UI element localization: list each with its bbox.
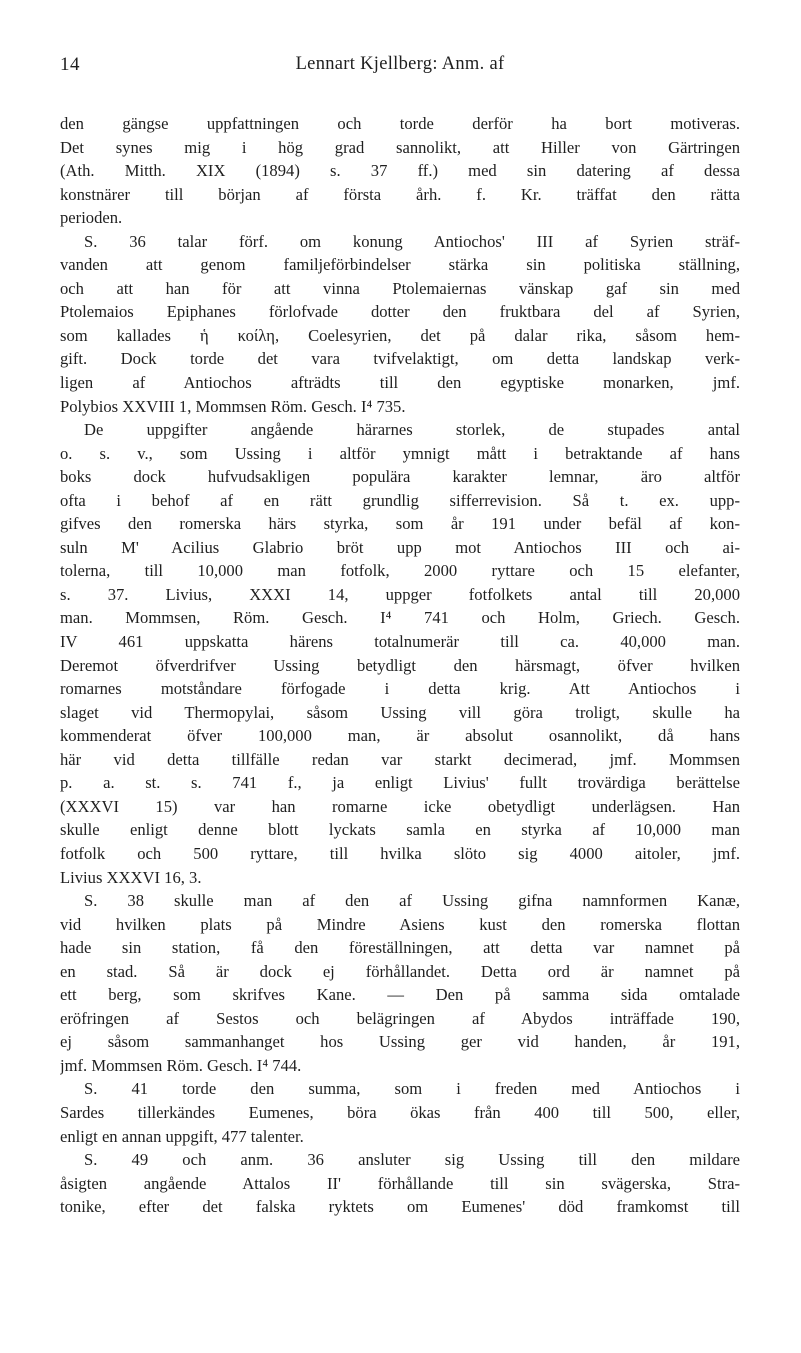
text-line: boks dock hufvudsakligen populära karakter lemnar, äro altför (60, 467, 740, 487)
text-line: perioden. (60, 208, 123, 228)
text-line: här vid detta tillfälle redan var starkt decimerad, jmf. Mommsen (60, 749, 740, 769)
text-line: kommenderat öfver 100,000 man, är absolut osannolikt, då hans (60, 726, 740, 746)
text-line: (XXXVI 15) var han romarne icke obetydligt underlägsen. Han (60, 796, 740, 816)
text-line: (Ath. Mitth. XIX (1894) s. 37 ff.) med sin datering af dessa (60, 161, 740, 181)
text-line: hade sin station, få den föreställningen, att detta var namnet på (60, 938, 740, 958)
text-line: tonike, efter det falska ryktets om Eumenes' död framkomst till (60, 1197, 740, 1217)
text-line: eröfringen af Sestos och belägringen af Abydos inträffade 190, (60, 1008, 740, 1028)
text-line: o. s. v., som Ussing i altför ymnigt mått i betraktande af hans (60, 443, 740, 463)
text-line: enligt en annan uppgift, 477 talenter. (60, 1126, 304, 1146)
text-line: slaget vid Thermopylai, såsom Ussing vill göra troligt, skulle ha (60, 702, 740, 722)
paragraph (60, 112, 740, 230)
text-line: som kallades ἡ κοίλη, Coelesyrien, det på dalar rika, såsom hem- (60, 325, 740, 345)
text-line: man. Mommsen, Röm. Gesch. I⁴ 741 och Holm, Griech. Gesch. (60, 608, 740, 628)
text-line: S. 36 talar förf. om konung Antiochos' III af Syrien sträf- (84, 231, 740, 251)
text-line: ligen af Antiochos afträdts till den egyptiske monarken, jmf. (60, 373, 740, 393)
text-line: den gängse uppfattningen och torde derför ha bort motiveras. (60, 114, 740, 133)
text-line: skulle enligt denne blott lyckats samla en styrka af 10,000 man (60, 820, 740, 840)
text-line: jmf. Mommsen Röm. Gesch. I⁴ 744. (60, 1055, 302, 1075)
text-line: Ptolemaios Epiphanes förlofvade dotter den fruktbara del af Syrien, (60, 302, 740, 322)
text-line: S. 38 skulle man af den af Ussing gifna namnformen Kanæ, (84, 891, 740, 911)
text-line: suln M' Acilius Glabrio bröt upp mot Antiochos III och ai- (60, 537, 740, 557)
text-line: Livius XXXVI 16, 3. (60, 867, 202, 887)
text-line: S. 49 och anm. 36 ansluter sig Ussing till den mildare (84, 1150, 740, 1170)
text-line: romarnes motståndare förfogade i detta krig. Att Antiochos i (60, 679, 740, 699)
text-line: De uppgifter angående härarnes storlek, de stupades antal (84, 420, 740, 440)
text-line: fotfolk och 500 ryttare, till hvilka slöto sig 4000 aitoler, jmf. (60, 843, 740, 863)
paragraph (60, 889, 740, 1077)
text-line: Deremot öfverdrifver Ussing betydligt den härsmagt, öfver hvilken (60, 655, 740, 675)
text-line: ett berg, som skrifves Kane. — Den på samma sida omtalade (60, 985, 740, 1005)
text-line: S. 41 torde den summa, som i freden med Antiochos i (84, 1079, 740, 1099)
text-line: ej såsom sammanhanget hos Ussing ger vid handen, år 191, (60, 1032, 740, 1052)
page-number: 14 (60, 54, 80, 75)
text-line: en stad. Så är dock ej förhållandet. Detta ord är namnet på (60, 961, 740, 981)
text-line: tolerna, till 10,000 man fotfolk, 2000 ryttare och 15 elefanter, (60, 561, 740, 581)
paragraph (60, 1077, 740, 1148)
text-line: Polybios XXVIII 1, Mommsen Röm. Gesch. I⁴ 735. (60, 396, 406, 416)
text-line: p. a. st. s. 741 f., ja enligt Livius' fullt trovärdiga berättelse (60, 773, 740, 793)
text-line: konstnärer till början af första årh. f. Kr. träffat den rätta (60, 184, 740, 204)
text-line: Det synes mig i hög grad sannolikt, att Hiller von Gärtringen (60, 137, 740, 157)
paragraph (60, 230, 740, 418)
text-line: gift. Dock torde det vara tvifvelaktigt, om detta landskap verk- (60, 349, 740, 369)
text-line: och att han för att vinna Ptolemaiernas vänskap gaf sin med (60, 278, 740, 298)
body-text (60, 112, 740, 1219)
text-line: Sardes tillerkändes Eumenes, böra ökas från 400 till 500, eller, (60, 1102, 740, 1122)
paragraph (60, 1148, 740, 1219)
text-line: s. 37. Livius, XXXI 14, uppger fotfolkets antal till 20,000 (60, 584, 740, 604)
text-line: åsigten angående Attalos II' förhållande till sin svägerska, Stra- (60, 1173, 740, 1193)
text-line: gifves den romerska härs styrka, som år 191 under befäl af kon- (60, 514, 740, 534)
paragraph (60, 418, 740, 889)
text-line: IV 461 uppskatta härens totalnumerär till ca. 40,000 man. (60, 632, 740, 652)
page-header (60, 54, 740, 82)
running-title: Lennart Kjellberg: Anm. af (295, 54, 505, 74)
text-line: vid hvilken plats på Mindre Asiens kust den romerska flottan (60, 914, 740, 934)
text-line: ofta i behof af en rätt grundlig sifferrevision. Så t. ex. upp- (60, 490, 740, 510)
text-line: vanden att genom familjeförbindelser stärka sin politiska ställning, (60, 255, 740, 275)
